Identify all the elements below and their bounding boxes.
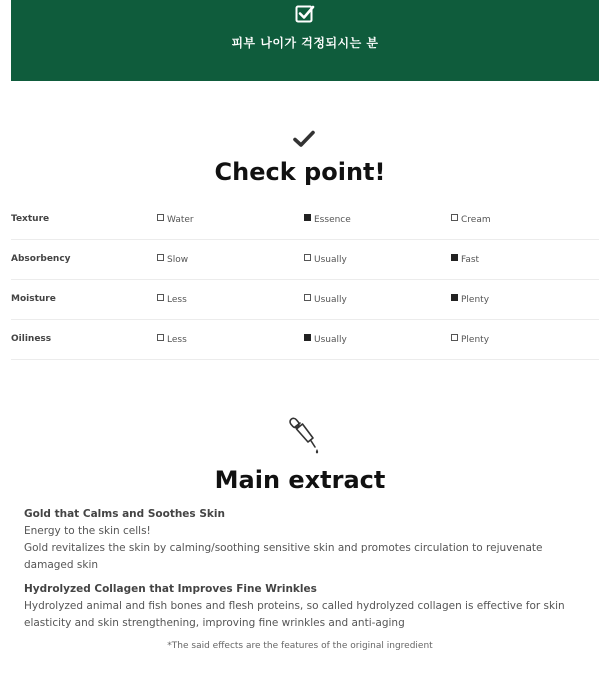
- checkbox: [451, 214, 458, 221]
- checkbox: [304, 214, 311, 221]
- extract-list: [24, 506, 584, 639]
- checkbox: [451, 254, 458, 261]
- option: Fast: [451, 254, 479, 265]
- footnote: *The said effects are the features of the original ingredient: [167, 641, 433, 651]
- extract-title: Gold that Calms and Soothes Skin: [24, 508, 225, 520]
- option: Usually: [304, 294, 347, 305]
- checkbox-icon: [295, 4, 315, 24]
- checkmark-icon: [293, 130, 315, 148]
- check-point-heading: Check point!: [214, 158, 386, 186]
- checkbox: [157, 214, 164, 221]
- checkbox: [304, 294, 311, 301]
- checkbox: [451, 294, 458, 301]
- extract-title: Hydrolyzed Collagen that Improves Fine Wrinkles: [24, 583, 317, 595]
- option: Usually: [304, 254, 347, 265]
- checkbox: [157, 294, 164, 301]
- row-label: Absorbency: [11, 254, 71, 264]
- option: Slow: [157, 254, 188, 265]
- extract-item: [24, 581, 584, 632]
- extract-text: Gold revitalizes the skin by calming/soothing sensitive skin and promotes circulation to rejuvenate damaged skin: [24, 542, 543, 571]
- checkbox: [157, 254, 164, 261]
- checkbox: [304, 254, 311, 261]
- option: Less: [157, 334, 187, 345]
- checkbox: [304, 334, 311, 341]
- checkbox: [157, 334, 164, 341]
- row-label: Oiliness: [11, 334, 52, 344]
- option: Usually: [304, 334, 347, 345]
- check-point-table: [11, 200, 599, 360]
- row-label: Moisture: [11, 294, 56, 304]
- row-label: Texture: [11, 214, 50, 224]
- extract-text: Hydrolyzed animal and fish bones and flesh proteins, so called hydrolyzed collagen is effective for skin elasticity and skin strengthening, improving fine wrinkles and anti-aging: [24, 600, 565, 629]
- option: Essence: [304, 214, 351, 225]
- option: Plenty: [451, 294, 489, 305]
- top-banner: [11, 0, 599, 81]
- checkbox: [451, 334, 458, 341]
- dropper-icon: [286, 416, 322, 456]
- table-row: [11, 200, 599, 240]
- extract-item: [24, 506, 584, 574]
- table-row: [11, 280, 599, 320]
- option: Less: [157, 294, 187, 305]
- option: Plenty: [451, 334, 489, 345]
- main-extract-heading: Main extract: [214, 466, 386, 494]
- banner-title: 피부 나이가 걱정되시는 분: [231, 36, 379, 50]
- extract-text: Energy to the skin cells!: [24, 525, 151, 537]
- table-row: [11, 320, 599, 360]
- option: Water: [157, 214, 194, 225]
- table-row: [11, 240, 599, 280]
- option: Cream: [451, 214, 491, 225]
